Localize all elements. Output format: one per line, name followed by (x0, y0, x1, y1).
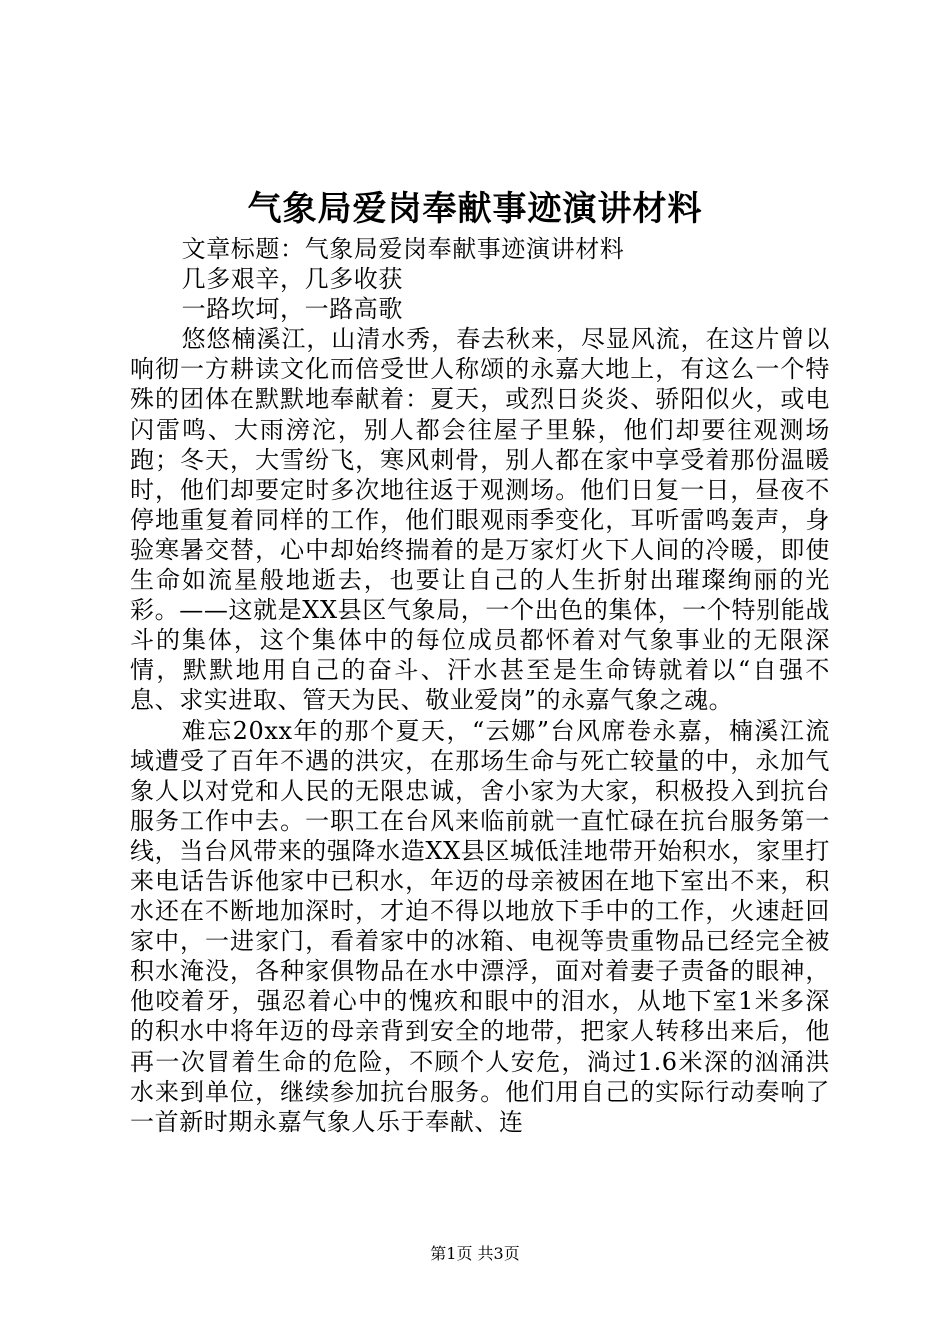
document-body (130, 234, 830, 1137)
paragraph-body-1: 悠悠楠溪江，山清水秀，春去秋来，尽显风流，在这片曾以响彻一方耕读文化而倍受世人称颂的永嘉大地上，有这么一个特殊的团体在默默地奉献着：夏天，或烈日炎炎、骄阳似火，或电闪雷鸣、大雨滂沱，别人都会往屋子里躲，他们却要往观测场跑；冬天，大雪纷飞，寒风刺骨，别人都在家中享受着那份温暖时，他们却要定时多次地往返于观测场。他们日复一日，昼夜不停地重复着同样的工作，他们眼观雨季变化，耳听雷鸣轰声，身验寒暑交替，心中却始终揣着的是万家灯火下人间的冷暖，即使生命如流星般地逝去，也要让自己的人生折射出璀璨绚丽的光彩。——这就是XX县区气象局，一个出色的集体，一个特别能战斗的集体，这个集体中的每位成员都怀着对气象事业的无限深情，默默地用自己的奋斗、汗水甚至是生命铸就着以“自强不息、求实进取、管天为民、敬业爱岗”的永嘉气象之魂。 (130, 325, 830, 715)
paragraph-subtitle-2: 一路坎坷，一路高歌 (181, 295, 403, 324)
paragraph-body-2: 难忘20xx年的那个夏天，“云娜”台风席卷永嘉，楠溪江流域遭受了百年不遇的洪灾，在那场生命与死亡较量的中，永加气象人以对党和人民的无限忠诚，舍小家为大家，积极投入到抗台服务工作中去。一职工在台风来临前就一直忙碌在抗台服务第一线，当台风带来的强降水造XX县区城低洼地带开始积水，家里打来电话告诉他家中已积水，年迈的母亲被困在地下室出不来，积水还在不断地加深时，才迫不得以地放下手中的工作，火速赶回家中，一进家门，看着家中的冰箱、电视等贵重物品已经完全被积水淹没，各种家俱物品在水中漂浮，面对着妻子责备的眼神，他咬着牙，强忍着心中的愧疚和眼中的泪水，从地下室1米多深的积水中将年迈的母亲背到安全的地带，把家人转移出来后，他再一次冒着生命的危险，不顾个人安危，淌过1.6米深的汹涌洪水来到单位，继续参加抗台服务。他们用自己的实际行动奏响了一首新时期永嘉气象人乐于奉献、连 (130, 716, 830, 1136)
page-footer: 第1页 共3页 (430, 1244, 520, 1263)
paragraph-subtitle-1: 几多艰辛，几多收获 (181, 265, 403, 294)
paragraph-article-title: 文章标题：气象局爱岗奉献事迹演讲材料 (181, 235, 625, 263)
document-title: 气象局爱岗奉献事迹演讲材料 (247, 189, 703, 229)
